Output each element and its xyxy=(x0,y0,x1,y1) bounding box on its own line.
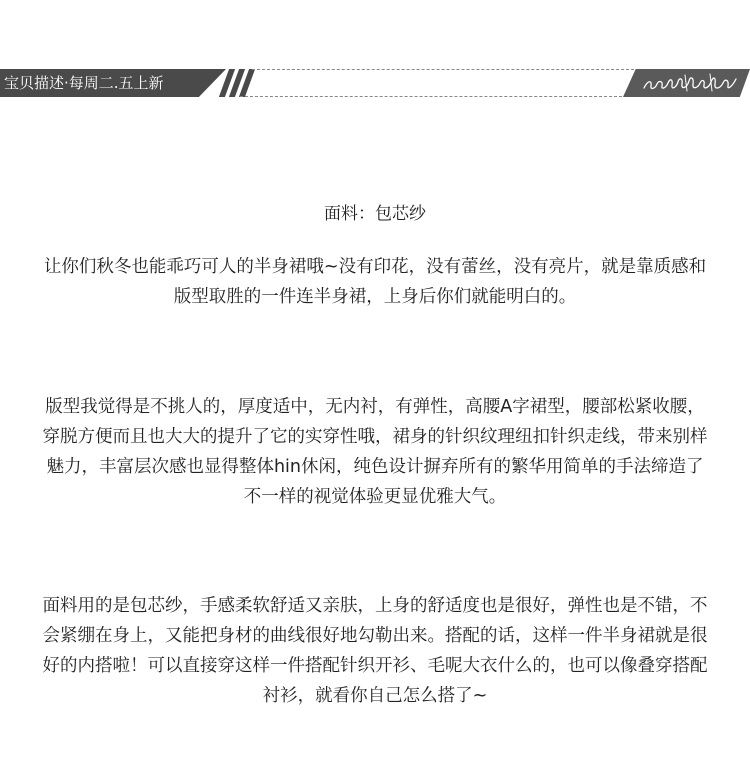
signature-logo-icon xyxy=(640,71,740,95)
description-paragraph: 让你们秋冬也能乖巧可人的半身裙哦~没有印花，没有蕾丝，没有亮片，就是靠质感和版型取胜的一件连半身裙，上身后你们就能明白的。 xyxy=(43,257,707,307)
dashed-rule-bottom xyxy=(240,96,632,97)
fabric-label: 面料： xyxy=(324,204,375,224)
fabric-value: 包芯纱 xyxy=(375,204,426,224)
dashed-rule-top xyxy=(252,69,654,70)
description-paragraph: 版型我觉得是不挑人的，厚度适中，无内衬，有弹性，高腰A字裙型，腰部松紧收腰，穿脱方便而且也大大的提升了它的实穿性哦，裙身的针织纹理纽扣针织走线，带来别样魅力，丰富层次感也显得整体hin休闲，纯色设计摒弃所有的繁华用简单的手法缔造了不一样的视觉体验更显优雅大气。 xyxy=(42,397,708,507)
fabric-line xyxy=(0,200,750,228)
section-header xyxy=(0,68,750,98)
description-paragraph: 面料用的是包芯纱，手感柔软舒适又亲肤，上身的舒适度也是很好，弹性也是不错，不会紧绷在身上，又能把身材的曲线很好地勾勒出来。搭配的话，这样一件半身裙就是很好的内搭啦！可以直接穿这样一件搭配针织开衫、毛呢大衣什么的，也可以像叠穿搭配衬衫，就看你自己怎么搭了~ xyxy=(42,596,708,706)
header-title: 宝贝描述·每周二.五上新 xyxy=(4,74,164,92)
